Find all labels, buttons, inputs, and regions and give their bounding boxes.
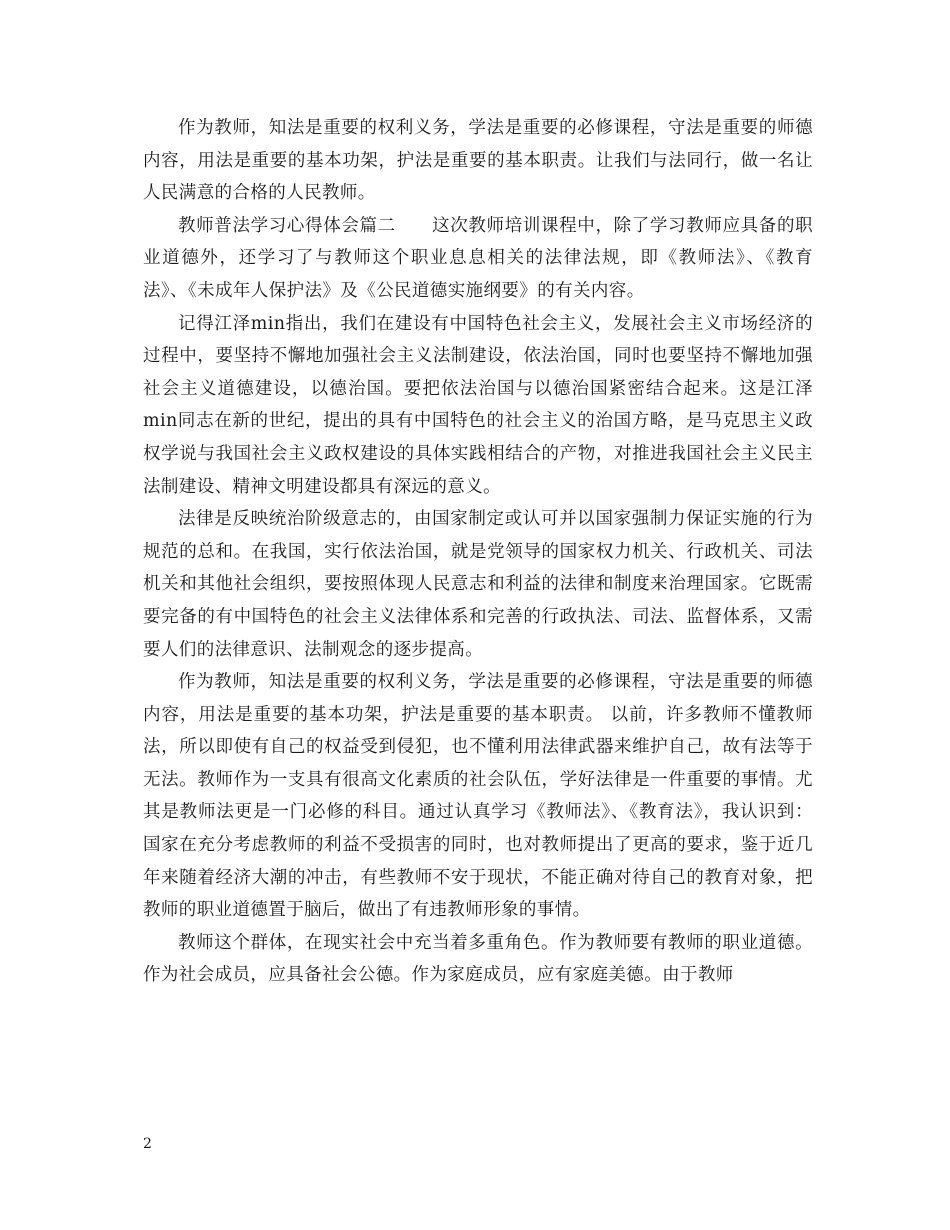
paragraph-3: 记得江泽min指出，我们在建设有中国特色社会主义，发展社会主义市场经济的过程中，要坚持不懈地加强社会主义法制建设，依法治国，同时也要坚持不懈地加强社会主义道德建设，以德治国。要把依法治国与以德治国紧密结合起来。这是江泽min同志在新的世纪，提出的具有中国特色的社会主义的治国方略，是马克思主义政权学说与我国社会主义政权建设的具体实践相结合的产物，对推进我国社会主义民主法制建设、精神文明建设都具有深远的意义。 xyxy=(143,313,813,497)
paragraph-2: 教师普法学习心得体会篇二 这次教师培训课程中，除了学习教师应具备的职业道德外，还学习了与教师这个职业息息相关的法律法规，即《教师法》、《教育法》、《未成年人保护法》及《公民道德实施纲要》的有关内容。 xyxy=(143,215,813,301)
page-number: 2 xyxy=(143,1136,152,1152)
paragraph-5: 作为教师，知法是重要的权利义务，学法是重要的必修课程，守法是重要的师德内容，用法是重要的基本功架，护法是重要的基本职责。 以前，许多教师不懂教师法，所以即使有自己的权益受到侵犯，也不懂利用法律武器来维护自己，故有法等于无法。教师作为一支具有很高文化素质的社会队伍，学好法律是一件重要的事情。尤其是教师法更是一门必修的科目。通过认真学习《教师法》、《教育法》，我认识到：国家在充分考虑教师的利益不受损害的同时，也对教师提出了更高的要求，鉴于近几年来随着经济大潮的冲击，有些教师不安于现状，不能正确对待自己的教育对象，把教师的职业道德置于脑后，做出了有违教师形象的事情。 xyxy=(143,672,813,921)
paragraph-6: 教师这个群体，在现实社会中充当着多重角色。作为教师要有教师的职业道德。作为社会成员，应具备社会公德。作为家庭成员，应有家庭美德。由于教师 xyxy=(143,932,813,986)
paragraph-4: 法律是反映统治阶级意志的，由国家制定或认可并以国家强制力保证实施的行为规范的总和。在我国，实行依法治国，就是党领导的国家权力机关、行政机关、司法机关和其他社会组织，要按照体现人民意志和利益的法律和制度来治理国家。它既需要完备的有中国特色的社会主义法律体系和完善的行政执法、司法、监督体系，又需要人们的法律意识、法制观念的逐步提高。 xyxy=(143,509,813,660)
document-body xyxy=(143,112,813,992)
paragraph-1: 作为教师，知法是重要的权利义务，学法是重要的必修课程，守法是重要的师德内容，用法是重要的基本功架，护法是重要的基本职责。让我们与法同行，做一名让人民满意的合格的人民教师。 xyxy=(143,118,813,204)
